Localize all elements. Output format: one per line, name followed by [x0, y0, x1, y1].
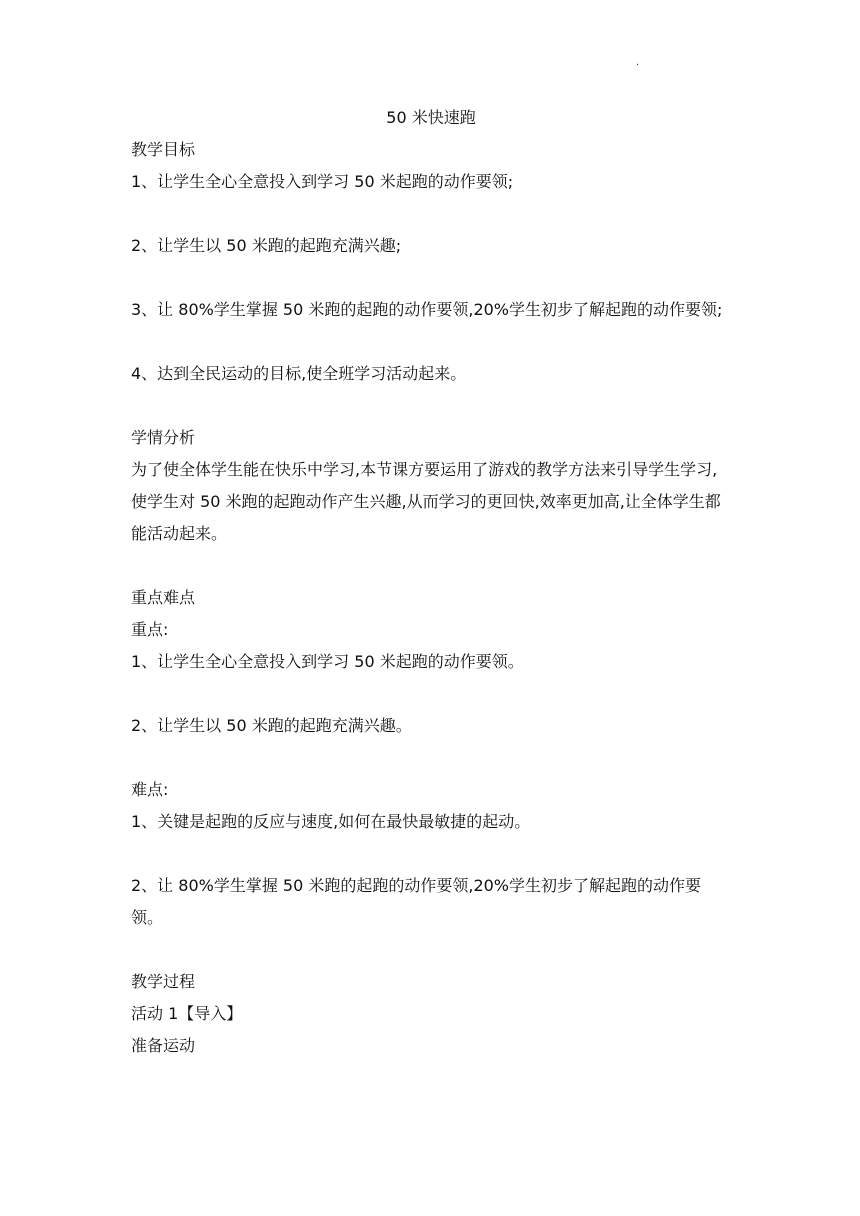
key-label: 重点: [131, 620, 169, 639]
objective-item: 2、让学生以 50 米跑的起跑充满兴趣; [131, 236, 402, 255]
document-title: 50 米快速跑 [386, 108, 476, 127]
objective-item: 4、达到全民运动的目标,使全班学习活动起来。 [131, 364, 467, 383]
difficulty-item: 1、关键是起跑的反应与速度,如何在最快最敏捷的起动。 [131, 812, 531, 831]
activity-label: 活动 1【导入】 [131, 1004, 243, 1023]
objective-item: 1、让学生全心全意投入到学习 50 米起跑的动作要领; [131, 172, 514, 191]
activity-sub: 准备运动 [131, 1036, 196, 1055]
key-item: 1、让学生全心全意投入到学习 50 米起跑的动作要领。 [131, 652, 524, 671]
header-mark: . [636, 57, 640, 68]
objectives-heading: 教学目标 [131, 140, 196, 159]
objective-item: 3、让 80%学生掌握 50 米跑的起跑的动作要领,20%学生初步了解起跑的动作要领; [131, 300, 723, 319]
difficulty-item: 2、让 80%学生掌握 50 米跑的起跑的动作要领,20%学生初步了解起跑的动作要领。 [131, 876, 702, 927]
document-body [131, 102, 731, 1062]
keypoints-heading: 重点难点 [131, 588, 196, 607]
difficulty-label: 难点: [131, 780, 169, 799]
analysis-text: 为了使全体学生能在快乐中学习,本节课方要运用了游戏的教学方法来引导学生学习,使学生对 50 米跑的起跑动作产生兴趣,从而学习的更回快,效率更加高,让全体学生都能活动起来。 [131, 460, 721, 543]
analysis-heading: 学情分析 [131, 428, 196, 447]
key-item: 2、让学生以 50 米跑的起跑充满兴趣。 [131, 716, 412, 735]
process-heading: 教学过程 [131, 972, 196, 991]
